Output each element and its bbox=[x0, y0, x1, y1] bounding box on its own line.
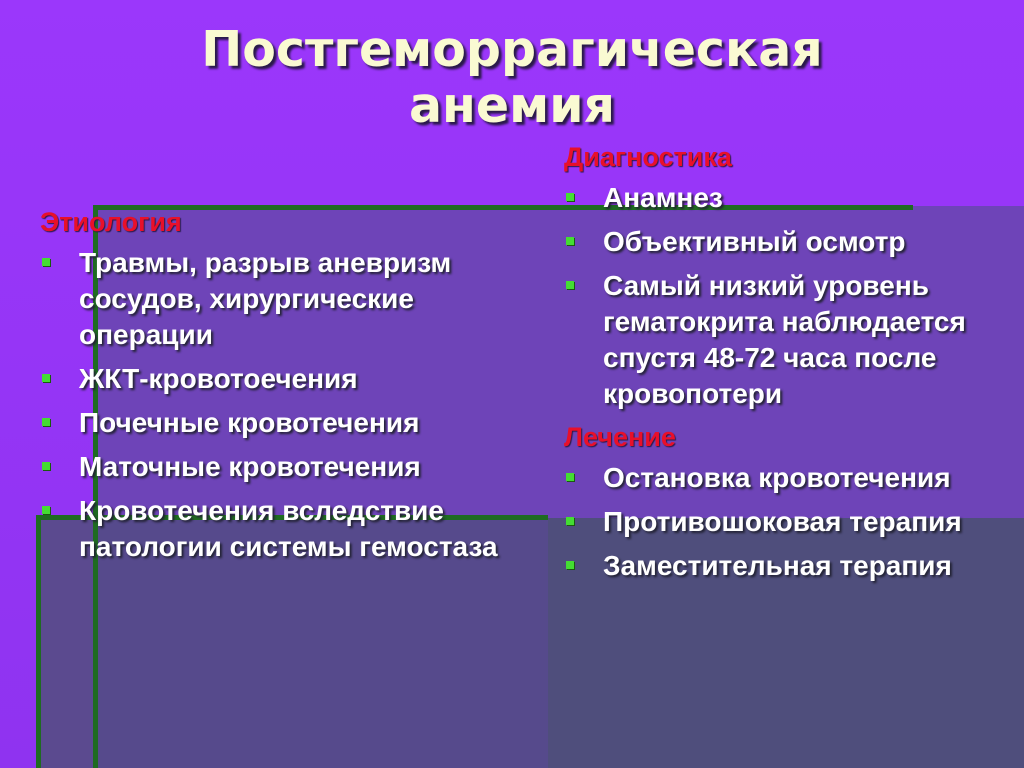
list-item-text: Травмы, разрыв аневризм сосудов, хирургические операции bbox=[79, 247, 452, 350]
square-bullet-icon bbox=[42, 462, 50, 470]
square-bullet-icon bbox=[566, 473, 574, 481]
list-item-text: Почечные кровотечения bbox=[79, 407, 420, 438]
square-bullet-icon bbox=[566, 561, 574, 569]
list-item-text: Остановка кровотечения bbox=[603, 462, 951, 493]
list-item-text: Анамнез bbox=[603, 182, 723, 213]
slide-title-line: Постгеморрагическая bbox=[201, 21, 823, 78]
square-bullet-icon bbox=[42, 374, 50, 382]
square-bullet-icon bbox=[42, 506, 50, 514]
list-item bbox=[40, 449, 540, 485]
list-item bbox=[564, 548, 1014, 584]
list-item bbox=[564, 460, 1014, 496]
list-item bbox=[564, 504, 1014, 540]
treatment-list bbox=[564, 460, 1014, 584]
list-item bbox=[564, 180, 1014, 216]
list-item bbox=[564, 268, 1014, 412]
square-bullet-icon bbox=[42, 418, 50, 426]
square-bullet-icon bbox=[566, 517, 574, 525]
square-bullet-icon bbox=[566, 281, 574, 289]
square-bullet-icon bbox=[566, 193, 574, 201]
list-item bbox=[40, 405, 540, 441]
list-item-text: Кровотечения вследствие патологии системы гемостаза bbox=[79, 495, 498, 562]
list-item bbox=[40, 493, 540, 565]
list-item-text: Самый низкий уровень гематокрита наблюдается спустя 48-72 часа после кровопотери bbox=[603, 270, 966, 409]
etiology-list bbox=[40, 245, 540, 565]
list-item-text: Объективный осмотр bbox=[603, 226, 906, 257]
list-item bbox=[40, 245, 540, 353]
etiology-column bbox=[40, 205, 540, 573]
list-item-text: Противошоковая терапия bbox=[603, 506, 962, 537]
diagnostics-heading: Диагностика bbox=[564, 142, 732, 172]
treatment-heading: Лечение bbox=[564, 422, 676, 452]
list-item-text: Заместительная терапия bbox=[603, 550, 952, 581]
list-item-text: Маточные кровотечения bbox=[79, 451, 421, 482]
slide-title-line: анемия bbox=[408, 77, 615, 134]
list-item bbox=[564, 224, 1014, 260]
list-item bbox=[40, 361, 540, 397]
diagnostics-list bbox=[564, 180, 1014, 412]
etiology-heading: Этиология bbox=[40, 207, 182, 237]
square-bullet-icon bbox=[42, 258, 50, 266]
diagnostics-treatment-column bbox=[564, 140, 1014, 592]
list-item-text: ЖКТ-кровотоечения bbox=[79, 363, 358, 394]
slide-title bbox=[0, 22, 1024, 134]
square-bullet-icon bbox=[566, 237, 574, 245]
